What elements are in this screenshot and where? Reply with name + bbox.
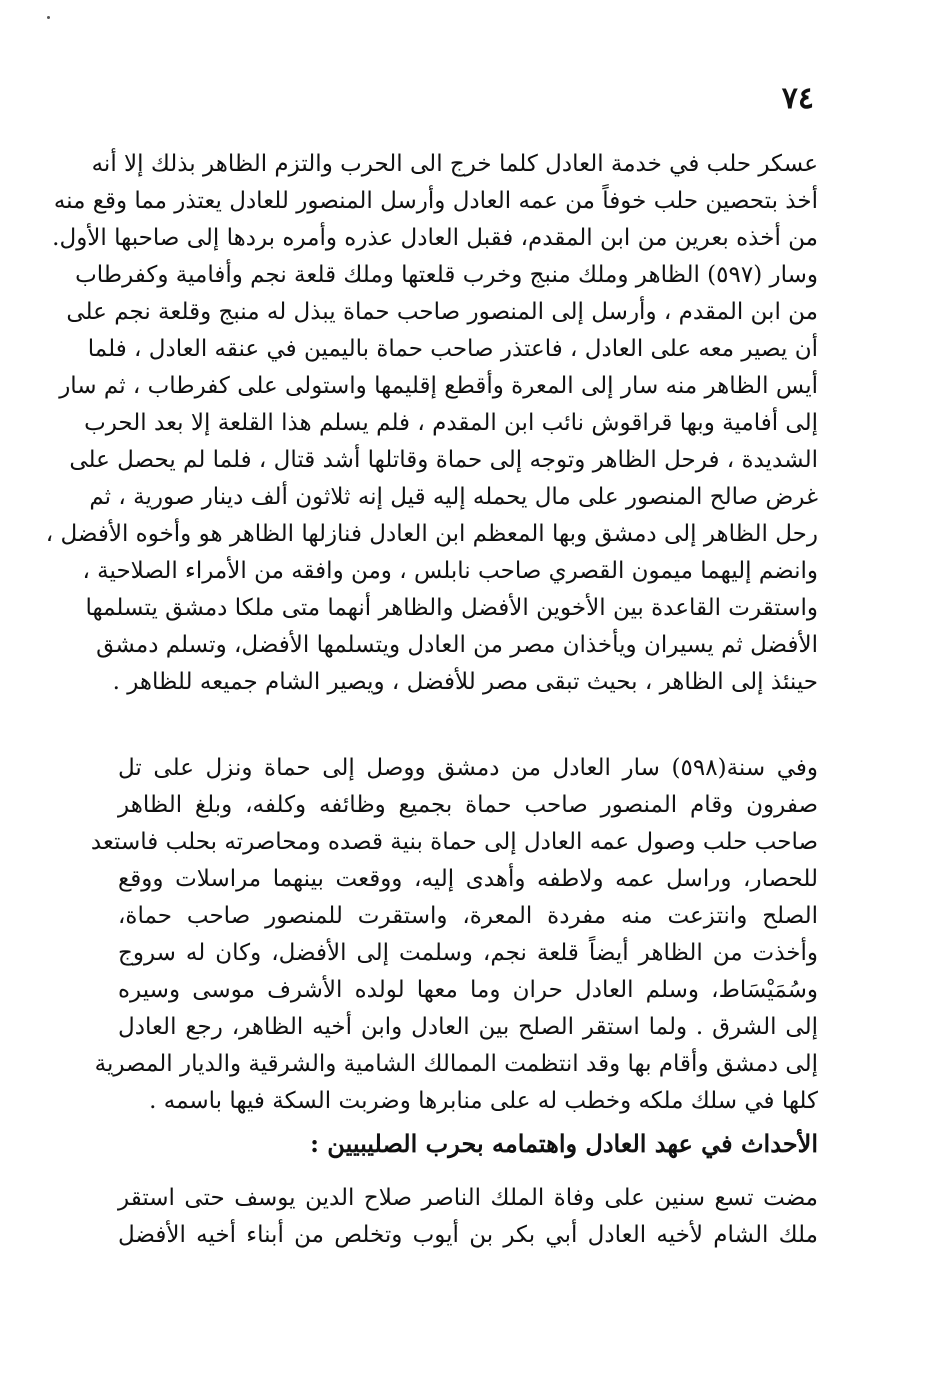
text-line: صاحب حلب وصول عمه العادل إلى حماة بنية قصده ومحاصرته بحلب فاستعد	[90, 829, 818, 855]
text-line: إلى أفامية وبها قراقوش نائب ابن المقدم ، فلم يسلم هذا القلعة إلا بعد الحرب	[84, 410, 818, 436]
text-line: أن يصير معه على العادل ، فاعتذر صاحب حماة باليمين في عنقه العادل ، فلما	[87, 336, 818, 362]
paragraph-2	[90, 750, 818, 1120]
text-line: للحصار، وراسل عمه ولاطفه وأهدى إليه، ووقعت بينهما مراسلات ووقع	[118, 866, 818, 892]
text-line: الشديدة ، فرحل الظاهر وتوجه إلى حماة وقاتلها أشد قتال ، فلما لم يحصل على	[69, 447, 818, 473]
text-line: غرض صالح المنصور على مال يحمله إليه قيل إنه ثلاثون ألف دينار صورية ، ثم	[89, 484, 818, 510]
text-line: مضت تسع سنين على وفاة الملك الناصر صلاح الدين يوسف حتى استقر	[118, 1185, 818, 1211]
text-line: وفي سنة(٥٩٨) سار العادل من دمشق ووصل إلى حماة ونزل على تل	[118, 755, 818, 781]
page-number: ٧٤	[781, 81, 814, 116]
text-line: من ابن المقدم ، وأرسل إلى المنصور صاحب حماة يبذل له منبج وقلعة نجم على	[66, 299, 818, 325]
text-line: أيس الظاهر منه سار إلى المعرة وأقطع إقليمها واستولى على كفرطاب ، ثم سار	[59, 373, 818, 399]
text-line: وسار (٥٩٧) الظاهر وملك منبج وخرب قلعتها وملك قلعة نجم وأفامية وكفرطاب	[75, 262, 818, 288]
text-line: الصلح وانتزعت منه مفردة المعرة، واستقرت للمنصور صاحب حماة،	[118, 903, 818, 929]
text-line: من أخذه بعرين من ابن المقدم، فقبل العادل عذره وأمره بردها إلى صاحبها الأول.	[52, 225, 818, 251]
text-line: وأخذت من الظاهر أيضاً قلعة نجم، وسلمت إلى الأفضل، وكان له سروج	[118, 940, 818, 966]
text-line: وانضم إليهما ميمون القصري صاحب نابلس ، ومن وافقه من الأمراء الصلاحية ،	[82, 558, 818, 584]
text-line: رحل الظاهر إلى دمشق وبها المعظم ابن العادل فنازلها الظاهر هو وأخوه الأفضل ،	[45, 521, 818, 547]
text-line: الأفضل ثم يسيران ويأخذان مصر من العادل ويتسلمها الأفضل، وتسلم دمشق	[96, 632, 818, 658]
text-line: وسُمَيْسَاط، وسلم العادل حران وما معها لولده الأشرف موسى وسيره	[118, 977, 818, 1003]
text-line: صفرون وقام المنصور صاحب حماة بجميع وظائفه وكلفه، وبلغ الظاهر	[118, 792, 818, 818]
text-line: أخذ بتحصين حلب خوفاً من عمه العادل وأرسل المنصور للعادل يعتذر مما وقع منه	[53, 188, 818, 214]
section-heading: الأحداث في عهد العادل واهتمامه بحرب الصليبيين :	[310, 1129, 818, 1158]
paragraph-1	[45, 146, 818, 701]
text-line: واستقرت القاعدة بين الأخوين الأفضل والظاهر أنهما متى ملكا دمشق يتسلمها	[85, 595, 818, 621]
text-line: حينئذ إلى الظاهر ، بحيث تبقى مصر للأفضل ، ويصير الشام جميعه للظاهر .	[112, 669, 818, 695]
text-line: إلى دمشق وأقام بها وقد انتظمت الممالك الشامية والشرقية والديار المصرية	[94, 1051, 818, 1077]
text-line: كلها في سلك ملكه وخطب له على منابرها وضربت السكة فيها باسمه .	[149, 1088, 818, 1114]
text-line: إلى الشرق . ولما استقر الصلح بين العادل وابن أخيه الظاهر، رجع العادل	[118, 1014, 818, 1040]
text-line: عسكر حلب في خدمة العادل كلما خرج الى الحرب والتزم الظاهر بذلك إلا أنه	[91, 151, 818, 177]
text-line: ملك الشام لأخيه العادل أبي بكر بن أيوب وتخلص من أبناء أخيه الأفضل	[118, 1222, 818, 1248]
scan-speck	[47, 16, 50, 19]
paragraph-3	[118, 1180, 818, 1254]
